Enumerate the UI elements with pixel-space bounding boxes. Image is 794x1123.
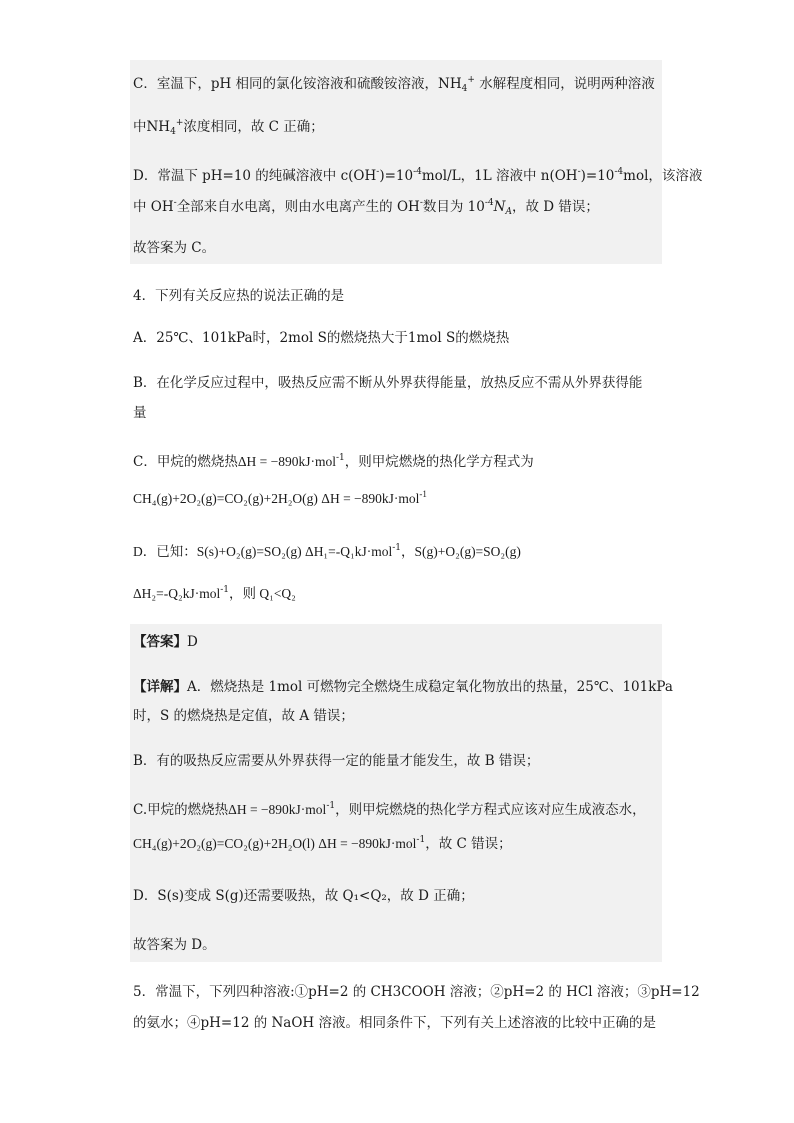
question-4-detail-d: D．S(s)变成 S(g)还需要吸热，故 Q₁<Q₂，故 D 正确； [133,888,474,904]
question-4-detail-c-line1: C.甲烷的燃烧热ΔH = −890kJ·mol$^{-1}$，则甲烷燃烧的热化学方程式应该对应生成液态水， [133,801,646,818]
explanation-c-line2: 中$NH_4^+$浓度相同，故 C 正确； [133,118,324,137]
question-4-option-c-line1: C．甲烷的燃烧热ΔH = −890kJ·mol$^{-1}$，则甲烷燃烧的热化学方程式为 [133,453,534,470]
question-4-detail-a-line1: 【详解】A．燃烧热是 1mol 可燃物完全燃烧生成稳定氧化物放出的热量，25℃、101kPa [133,679,673,695]
question-4-option-d-line1: D．已知：S(s)+O₂(g)=SO₂(g) ΔH₁=-Q₁kJ·mol$^{-1}$，S(g)+O₂(g)=SO₂(g) [133,543,521,559]
explanation-c-line1: C．室温下，pH 相同的氯化铵溶液和硫酸铵溶液，$NH_4^+$ 水解程度相同，说明两种溶液 [133,75,655,94]
question-5-line1: 5．常温下，下列四种溶液:①pH=2 的 CH3COOH 溶液；②pH=2 的 HCl 溶液；③pH=12 [133,984,700,1000]
question-4-option-b-line2: 量 [133,405,147,421]
question-5-line2: 的氨水；④pH=12 的 NaOH 溶液。相同条件下，下列有关上述溶液的比较中正确的是 [133,1015,656,1031]
question-4-answer-line: 故答案为 D。 [133,937,216,953]
question-4-option-a: A．25℃、101kPa时，2mol S的燃烧热大于1mol S的燃烧热 [133,330,510,346]
question-4-detail-b: B．有的吸热反应需要从外界获得一定的能量才能发生，故 B 错误； [133,753,540,769]
explanation-answer-line: 故答案为 C。 [133,240,216,256]
question-4-detail-a-line2: 时，S 的燃烧热是定值，故 A 错误； [133,708,354,724]
question-4-option-b-line1: B．在化学反应过程中，吸热反应需不断从外界获得能量，放热反应不需从外界获得能 [133,375,643,391]
answer-block [130,624,662,962]
explanation-d-line2: 中 OH-全部来自水电离，则由水电离产生的 OH-数目为 $10^{-4}N_A$，故 D 错误； [133,198,599,217]
question-4-stem: 4．下列有关反应热的说法正确的是 [133,288,345,304]
question-4-detail-c-equation: CH₄(g)+2O₂(g)=CO₂(g)+2H₂O(l) ΔH = −890kJ·mol$^{-1}$，故 C 错误； [133,835,512,852]
question-4-option-d-line2: ΔH₂=-Q₂kJ·mol$^{-1}$，则 Q₁<Q₂ [133,585,296,601]
explanation-d-line1: D．常温下 pH=10 的纯碱溶液中 $c(OH^-)=10^{-4}mol/L$，1L 溶液中 $n(OH^-)=10^{-4}mol$，该溶液 [133,167,703,184]
question-4-option-c-equation: CH₄(g)+2O₂(g)=CO₂(g)+2H₂O(g) ΔH = −890kJ·mol$^{-1}$ [133,489,427,506]
question-4-answer: 【答案】D [133,634,198,650]
